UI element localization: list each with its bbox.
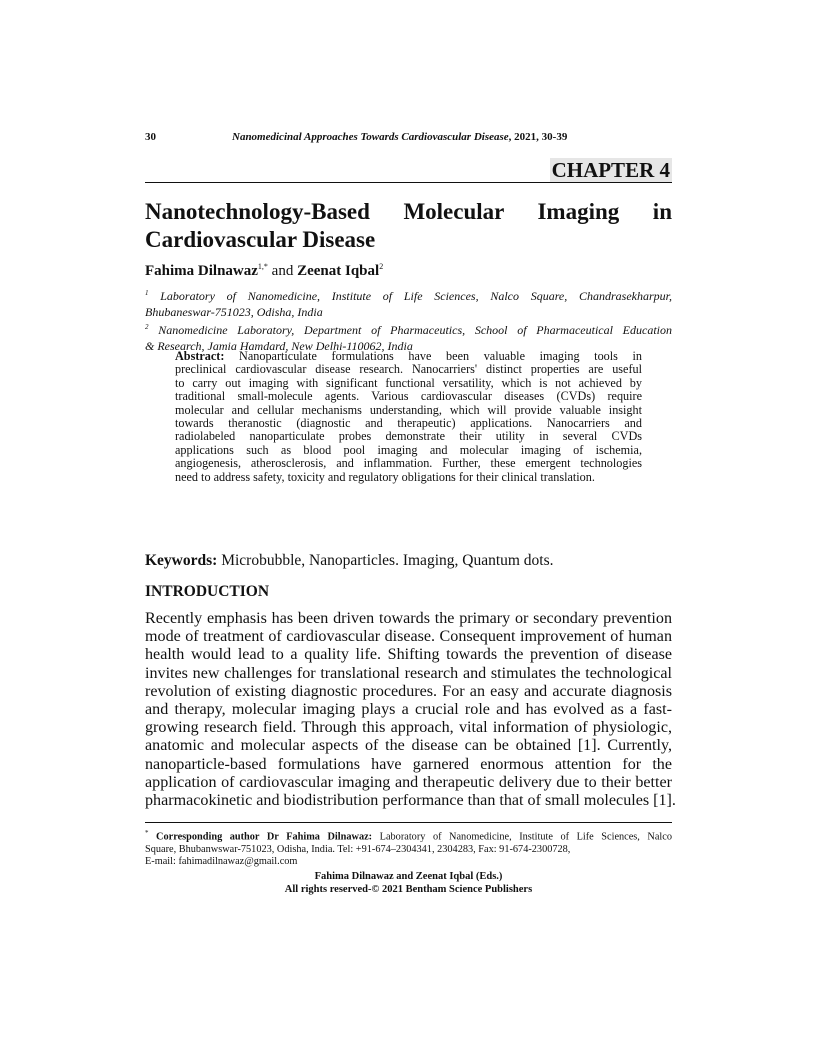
journal-title: Nanomedicinal Approaches Towards Cardiovascular Disease <box>232 131 509 143</box>
abstract-label: Abstract: <box>175 349 225 363</box>
affiliation-line: Nanomedicine Laboratory, Department of Pharmaceutics, School of Pharmaceutical Education <box>158 323 672 337</box>
author-sup: 2 <box>379 262 384 271</box>
footnote-line: Square, Bhubanwswar-751023, Odisha, India. Tel: +91-674–2304341, 2304283, Fax: 91-674-2300728, <box>145 843 571 855</box>
footnote-email: E-mail: fahimadilnawaz@gmail.com <box>145 856 298 868</box>
abstract-line: radiolabeled nanoparticulate probes demonstrate their utility in several CVDs <box>175 429 642 444</box>
abstract-line: Nanoparticulate formulations have been valuable imaging tools in <box>224 349 642 363</box>
header-rule <box>145 182 672 183</box>
keywords-label: Keywords: <box>145 552 218 569</box>
chapter-label: CHAPTER 4 <box>551 158 670 182</box>
introduction-paragraph <box>145 610 676 810</box>
body-line: revolution of existing diagnostic procedures. For an easy and accurate diagnosis <box>145 682 672 700</box>
body-line: application of cardiovascular imaging and therapeutic delivery due to their better <box>145 773 672 791</box>
abstract-line: to carry out imaging with significant functional versatility, which is not achieved by <box>175 375 642 390</box>
body-line: anatomic and molecular aspects of the disease can be obtained [1]. Currently, <box>145 737 672 755</box>
body-line: mode of treatment of cardiovascular disease. Consequent improvement of human <box>145 628 672 646</box>
author-conjunction: and <box>267 263 298 279</box>
author-sup: 1,* <box>257 262 268 271</box>
affiliation-sup: 2 <box>145 323 149 331</box>
section-heading: INTRODUCTION <box>145 583 270 600</box>
affiliation-line: & Research, Jamia Hamdard, New Delhi-110062, India <box>145 339 413 353</box>
abstract <box>175 350 642 484</box>
abstract-line: applications such as blood pool imaging and molecular imaging of ischemia, <box>175 442 642 457</box>
body-line: nanoparticle-based formulations have garnered enormous attention for the <box>145 755 672 773</box>
journal-info: , 2021, 30-39 <box>508 131 568 143</box>
abstract-line: angiogenesis, atherosclerosis, and inflammation. Further, these emergent technologies <box>175 456 642 471</box>
body-line: health would lead to a quality life. Shifting towards the prevention of disease <box>145 646 672 664</box>
author-name: Zeenat Iqbal <box>297 263 380 279</box>
page-number: 30 <box>145 131 156 143</box>
affiliation <box>145 285 672 320</box>
body-line: Recently emphasis has been driven towards the primary or secondary prevention <box>145 610 672 627</box>
body-line: pharmacokinetic and biodistribution performance than that of small molecules [1]. <box>145 792 676 810</box>
copyright: All rights reserved-© 2021 Bentham Science Publishers <box>284 883 533 895</box>
editors: Fahima Dilnawaz and Zeenat Iqbal (Eds.) <box>314 871 503 882</box>
affiliation-sup: 1 <box>145 289 149 297</box>
footnote <box>145 827 672 869</box>
body-line: invites new challenges for translational research and stimulates the technological <box>145 664 672 682</box>
abstract-line: preclinical cardiovascular disease research. Nanocarriers' distinct properties are useful <box>175 362 642 377</box>
publisher-info <box>145 871 672 896</box>
footnote-label: Corresponding author Dr Fahima Dilnawaz: <box>148 831 373 843</box>
footnote-sup: * <box>145 829 149 837</box>
keywords <box>145 552 554 570</box>
abstract-line: need to address safety, toxicity and regulatory obligations for their clinical translation. <box>175 469 595 484</box>
chapter-title <box>145 198 672 254</box>
abstract-line: molecular and cellular mechanisms understanding, which will provide valuable insight <box>175 402 642 417</box>
running-header <box>145 131 672 143</box>
title-line: Cardiovascular Disease <box>145 227 376 252</box>
author-name: Fahima Dilnawaz <box>145 263 258 279</box>
body-line: and therapy, molecular imaging plays a crucial role and has evolved as a fast- <box>145 701 672 719</box>
affiliation-line: Laboratory of Nanomedicine, Institute of Life Sciences, Nalco Square, Chandrasekharpur, <box>160 289 672 303</box>
title-line: Nanotechnology-Based Molecular Imaging in <box>145 199 672 224</box>
affiliation-line: Bhubaneswar-751023, Odisha, India <box>145 305 323 319</box>
authors <box>145 262 383 280</box>
abstract-line: towards theranostic (diagnostic and therapeutic) applications. Nanocarriers and <box>175 416 642 431</box>
body-line: growing research field. Through this approach, vital information of physiologic, <box>145 719 672 737</box>
footnote-line: Laboratory of Nanomedicine, Institute of Life Sciences, Nalco <box>372 831 673 843</box>
abstract-line: traditional small-molecule agents. Various cardiovascular diseases (CVDs) require <box>175 389 642 404</box>
keywords-text: Microbubble, Nanoparticles. Imaging, Quantum dots. <box>217 552 554 569</box>
footnote-rule <box>145 822 672 823</box>
